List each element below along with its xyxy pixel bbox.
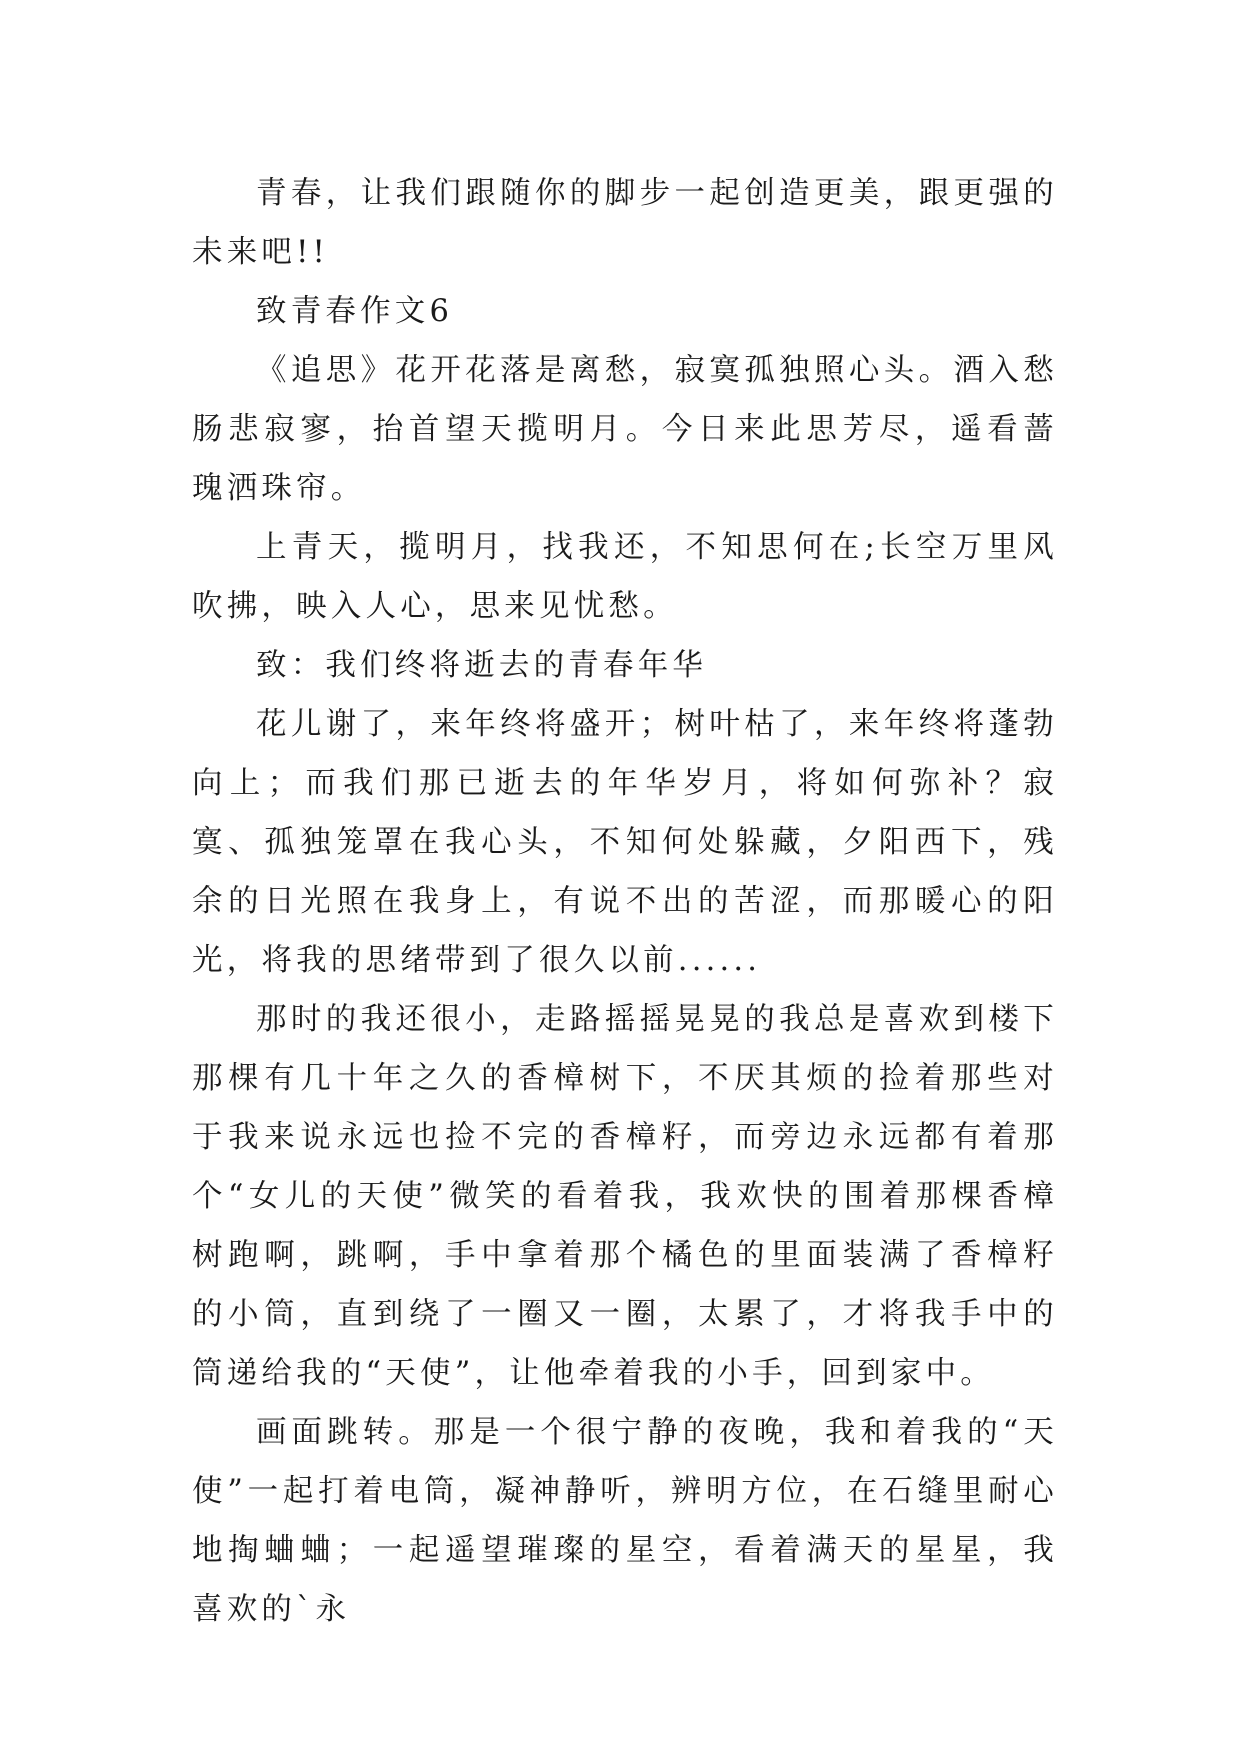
essay-title: 致青春作文6 [256,294,454,329]
paragraph-childhood: 那时的我还很小，走路摇摇晃晃的我总是喜欢到楼下那棵有几十年之久的香樟树下，不厌其烦的捡着那些对于我来说永远也捡不完的香樟籽，而旁边永远都有着那个“女儿的天使”微笑的看着我，我欢快的围着那棵香樟树跑啊，跳啊，手中拿着那个橘色的里面装满了香樟籽的小筒，直到绕了一圈又一圈，太累了，才将我手中的筒递给我的“天使”，让他牵着我的小手，回到家中。 [192,1002,1058,1391]
essay-subtitle: 致：我们终将逝去的青春年华 [256,648,708,683]
paragraph-poem: 《追思》花开花落是离愁，寂寞孤独照心头。酒入愁肠悲寂寥，抬首望天揽明月。今日来此思芳尽，遥看蔷瑰洒珠帘。 [192,353,1058,506]
document-body [192,164,1058,1639]
paragraph-flowers: 花儿谢了，来年终将盛开；树叶枯了，来年终将蓬勃向上；而我们那已逝去的年华岁月，将如何弥补？寂寞、孤独笼罩在我心头，不知何处躲藏，夕阳西下，残余的日光照在我身上，有说不出的苦涩，而那暖心的阳光，将我的思绪带到了很久以前...... [192,707,1058,978]
paragraph-night: 画面跳转。那是一个很宁静的夜晚，我和着我的“天使”一起打着电筒，凝神静听，辨明方位，在石缝里耐心地掏蛐蛐；一起遥望璀璨的星空，看着满天的星星，我喜欢的`永 [192,1415,1058,1627]
paragraph-poem-continued: 上青天，揽明月，找我还，不知思何在;长空万里风吹拂，映入人心，思来见忧愁。 [192,530,1058,624]
paragraph-closing-line: 青春，让我们跟随你的脚步一起创造更美，跟更强的未来吧!! [192,176,1058,270]
